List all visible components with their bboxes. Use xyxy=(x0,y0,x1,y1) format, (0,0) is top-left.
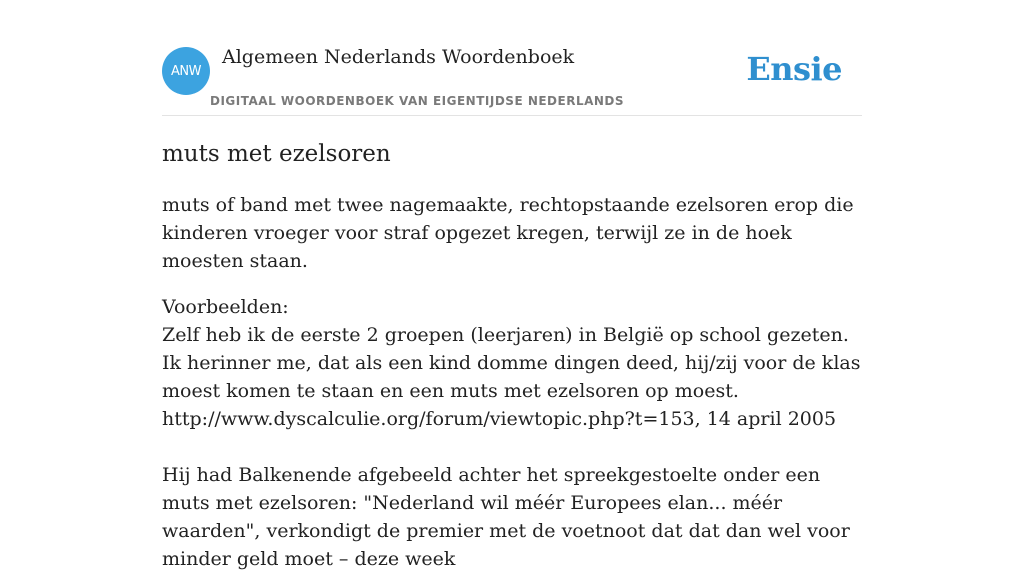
example-text: Hij had Balkenende afgebeeld achter het spreekgestoelte onder een muts met ezelsoren: "Nederland wil méér Europees elan... méér waarden", verkondigt de premier met de voetnoot dat dat dan wel voor minder geld moet – deze week xyxy=(162,464,850,570)
site-subtitle: DIGITAAL WOORDENBOEK VAN EIGENTIJDSE NEDERLANDS xyxy=(210,94,625,108)
site-header xyxy=(162,0,862,116)
example-spacer xyxy=(162,433,862,461)
ensie-logo[interactable]: Ensie xyxy=(746,50,842,88)
logo-text: ANW xyxy=(171,63,201,79)
entry-definition: muts of band met twee nagemaakte, rechtopstaande ezelsoren erop die kinderen vroeger voor straf opgezet kregen, terwijl ze in de hoek moesten staan. xyxy=(162,194,854,272)
entry-title: muts met ezelsoren xyxy=(162,141,391,167)
page xyxy=(162,0,862,570)
examples-label: Voorbeelden: xyxy=(162,296,289,318)
site-title[interactable]: Algemeen Nederlands Woordenboek xyxy=(222,46,575,68)
examples-section xyxy=(162,293,862,573)
example-text: Zelf heb ik de eerste 2 groepen (leerjaren) in België op school gezeten. Ik herinner me, dat als een kind domme dingen deed, hij/zij voor de klas moest komen te staan en een muts met ezelsoren op moest. xyxy=(162,324,861,402)
example-source: http://www.dyscalculie.org/forum/viewtopic.php?t=153, 14 april 2005 xyxy=(162,408,837,430)
anw-logo[interactable] xyxy=(162,47,210,95)
